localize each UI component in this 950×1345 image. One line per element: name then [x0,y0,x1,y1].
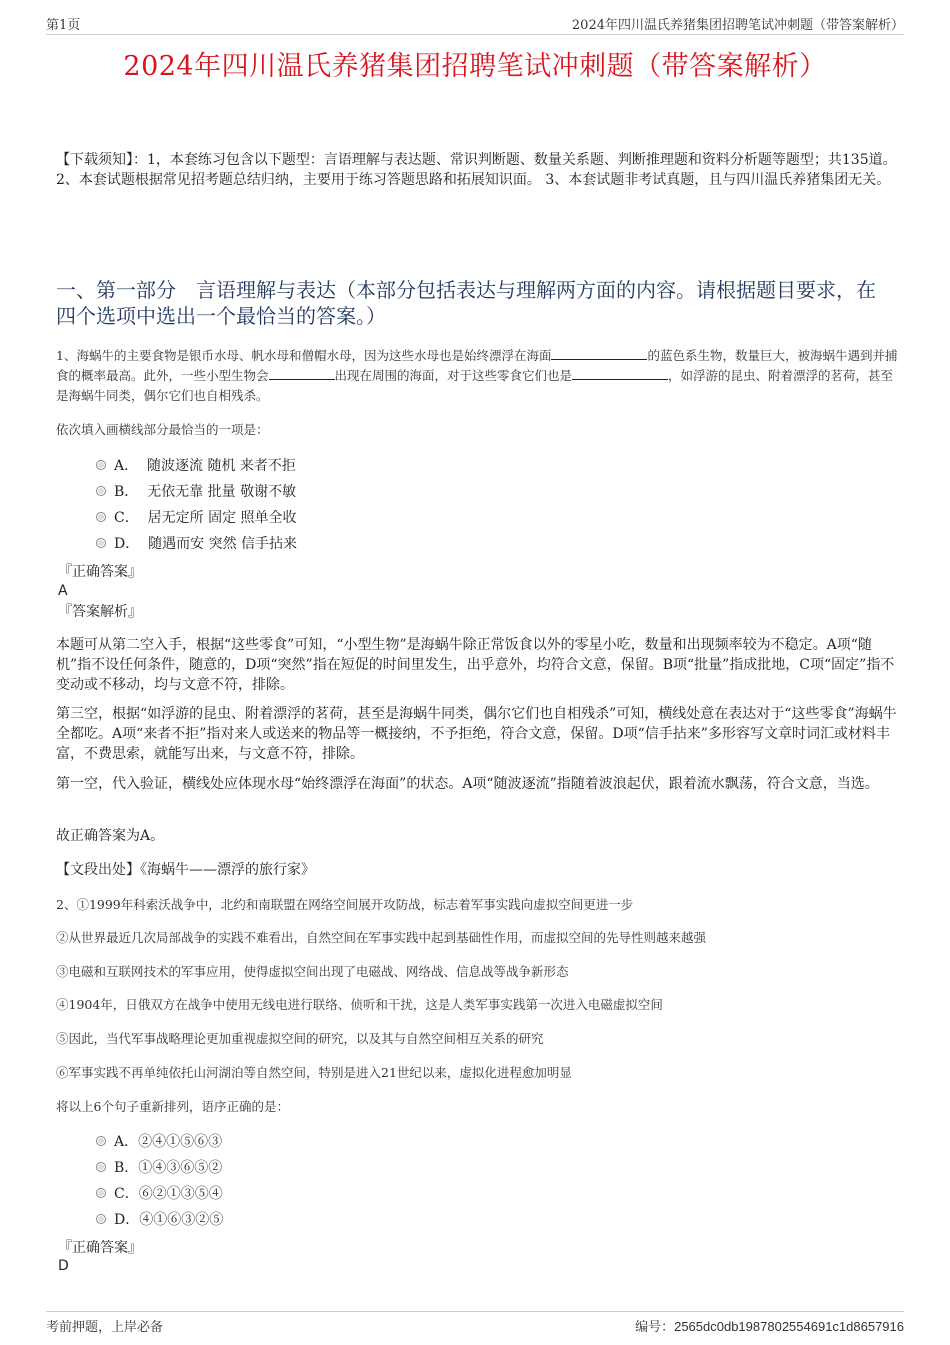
page-footer [46,1311,904,1336]
footer-code [635,1316,904,1335]
option-letter: D． [114,1212,140,1228]
q1-source: 【文段出处】《海蜗牛——漂浮的旅行家》 [56,862,315,878]
q1-analysis-para: 第三空，根据“如浮游的昆虫、附着漂浮的茗荷，甚至是海蜗牛同类，偶尔它们也自相残杀”可知，横线处意在表达对于“这些零食”海蜗牛全都吃。A项“来者不拒”指对来人或送来的物品等一概接纳，不予拒绝，符合文意，保留。D项“信手拈来”多形容写文章时词汇或材料丰富，不费思索，就能写出来，与文意不符，排除。 [56,706,897,762]
fill-blank [572,366,668,380]
q2-sentence: ④1904年，日俄双方在战争中使用无线电进行联络、侦听和干扰，这是人类军事实践第一次进入电磁虚拟空间 [56,997,663,1012]
option-text: 随遇而安 突然 信手拈来 [148,536,298,552]
footer-slogan: 考前押题，上岸必备 [46,1320,164,1335]
footer-code-label: 编号： [635,1320,675,1335]
page-number: 第1页 [46,18,81,33]
option-letter: B． [114,1160,139,1176]
q2-sentence: ⑤因此，当代军事战略理论更加重视虚拟空间的研究，以及其与自然空间相互关系的研究 [56,1031,544,1046]
q2-option-b[interactable] [96,1157,222,1179]
q2-sentence: ③电磁和互联网技术的军事应用，使得虚拟空间出现了电磁战、网络战、信息战等战争新形态 [56,964,569,979]
q2-option-c[interactable] [96,1183,223,1205]
q1-analysis-para: 第一空，代入验证，横线处应体现水母“始终漂浮在海面”的状态。A项“随波逐流”指随着波浪起伏，跟着流水飘荡，符合文意，当选。 [56,776,879,792]
option-letter: C． [114,510,139,526]
q1-analysis-para: 本题可从第二空入手，根据“这些零食”可知，“小型生物”是海蜗牛除正常饭食以外的零星小吃，数量和出现频率较为不稳定。A项“随机”指不设任何条件，随意的，D项“突然”指在短促的时间里发生，出乎意外，均符合文意，保留。B项“批量”指成批地，C项“固定”指不变动或不移动，均与文意不符，排除。 [56,637,895,693]
q2-sentence: ②从世界最近几次局部战争的实践不难看出，自然空间在军事实践中起到基础性作用，而虚拟空间的先导性则越来越强 [56,930,707,945]
option-text: 居无定所 固定 照单全收 [147,510,297,526]
fill-blank [269,366,335,380]
q1-option-d[interactable] [96,533,297,555]
question-1-prompt: 依次填入画横线部分最恰当的一项是： [56,422,269,437]
q2-answer: D [58,1258,69,1274]
q1-option-a[interactable] [96,455,296,477]
option-letter: A． [114,1134,139,1150]
radio-icon[interactable] [96,1136,106,1146]
q1-stem-part: 出现在周围的海面，对于这些零食它们也是 [334,368,573,383]
q1-option-b[interactable] [96,481,296,503]
q1-option-c[interactable] [96,507,297,529]
page-header [46,14,904,35]
q1-stem-part: ，如浮游的昆虫、附着漂浮的茗荷，甚至是海蜗牛同类，偶尔它们也自相残杀。 [56,368,894,403]
q2-answer-label: 『正确答案』 [58,1240,142,1256]
radio-icon[interactable] [96,512,106,522]
q1-answer-label: 『正确答案』 [58,564,142,580]
option-letter: B． [114,484,139,500]
download-notice: 【下载须知】：1，本套练习包含以下题型：言语理解与表达题、常识判断题、数量关系题、判断推理题和资料分析题等题型；共135道。 2、本套试题根据常见招考题总结归纳，主要用于练习答题思路和拓展知识面。 3、本套试题非考试真题，且与四川温氏养猪集团无关。 [56,152,897,188]
header-doc-title: 2024年四川温氏养猪集团招聘笔试冲刺题（带答案解析） [571,18,904,33]
question-2-stem: 2、①1999年科索沃战争中，北约和南联盟在网络空间展开攻防战，标志着军事实践向虚拟空间更进一步 [56,897,634,912]
radio-icon[interactable] [96,1188,106,1198]
question-2-prompt: 将以上6个句子重新排列，语序正确的是： [56,1099,289,1114]
q2-option-a[interactable] [96,1131,222,1153]
option-text: ④①⑥③②⑤ [139,1212,224,1228]
q2-option-d[interactable] [96,1209,223,1231]
option-text: 无依无靠 批量 敬谢不敏 [147,484,297,500]
radio-icon[interactable] [96,486,106,496]
radio-icon[interactable] [96,1162,106,1172]
q1-answer: A [58,583,68,599]
document-title: 2024年四川温氏养猪集团招聘笔试冲刺题（带答案解析） [123,51,827,82]
q1-analysis-conclusion: 故正确答案为A。 [56,828,165,844]
radio-icon[interactable] [96,538,106,548]
option-text: 随波逐流 随机 来者不拒 [147,458,296,474]
section-heading: 一、第一部分 言语理解与表达（本部分包括表达与理解两方面的内容。请根据题目要求，在四个选项中选出一个最恰当的答案。） [56,278,876,328]
q2-sentence: ⑥军事实践不再单纯依托山河湖泊等自然空间，特别是进入21世纪以来，虚拟化进程愈加明显 [56,1065,572,1080]
radio-icon[interactable] [96,1214,106,1224]
q1-analysis-label: 『答案解析』 [58,604,142,620]
q1-stem-part: 的蓝色系生物，数量巨大，被海蜗牛遇到并捕食的概率最高。此外，一些小型生物会 [56,348,898,383]
option-text: ⑥②①③⑤④ [138,1186,223,1202]
question-1-stem [56,346,902,406]
option-letter: D． [114,536,140,552]
option-text: ②④①⑤⑥③ [138,1134,223,1150]
radio-icon[interactable] [96,460,106,470]
option-letter: C． [114,1186,139,1202]
option-letter: A． [114,458,139,474]
option-text: ①④③⑥⑤② [138,1160,223,1176]
q1-stem-part: 1、海蜗牛的主要食物是银币水母、帆水母和僧帽水母，因为这些水母也是始终漂浮在海面 [56,348,552,363]
fill-blank [551,346,647,360]
footer-code-value: 2565dc0db1987802554691c1d8657916 [674,1319,904,1334]
